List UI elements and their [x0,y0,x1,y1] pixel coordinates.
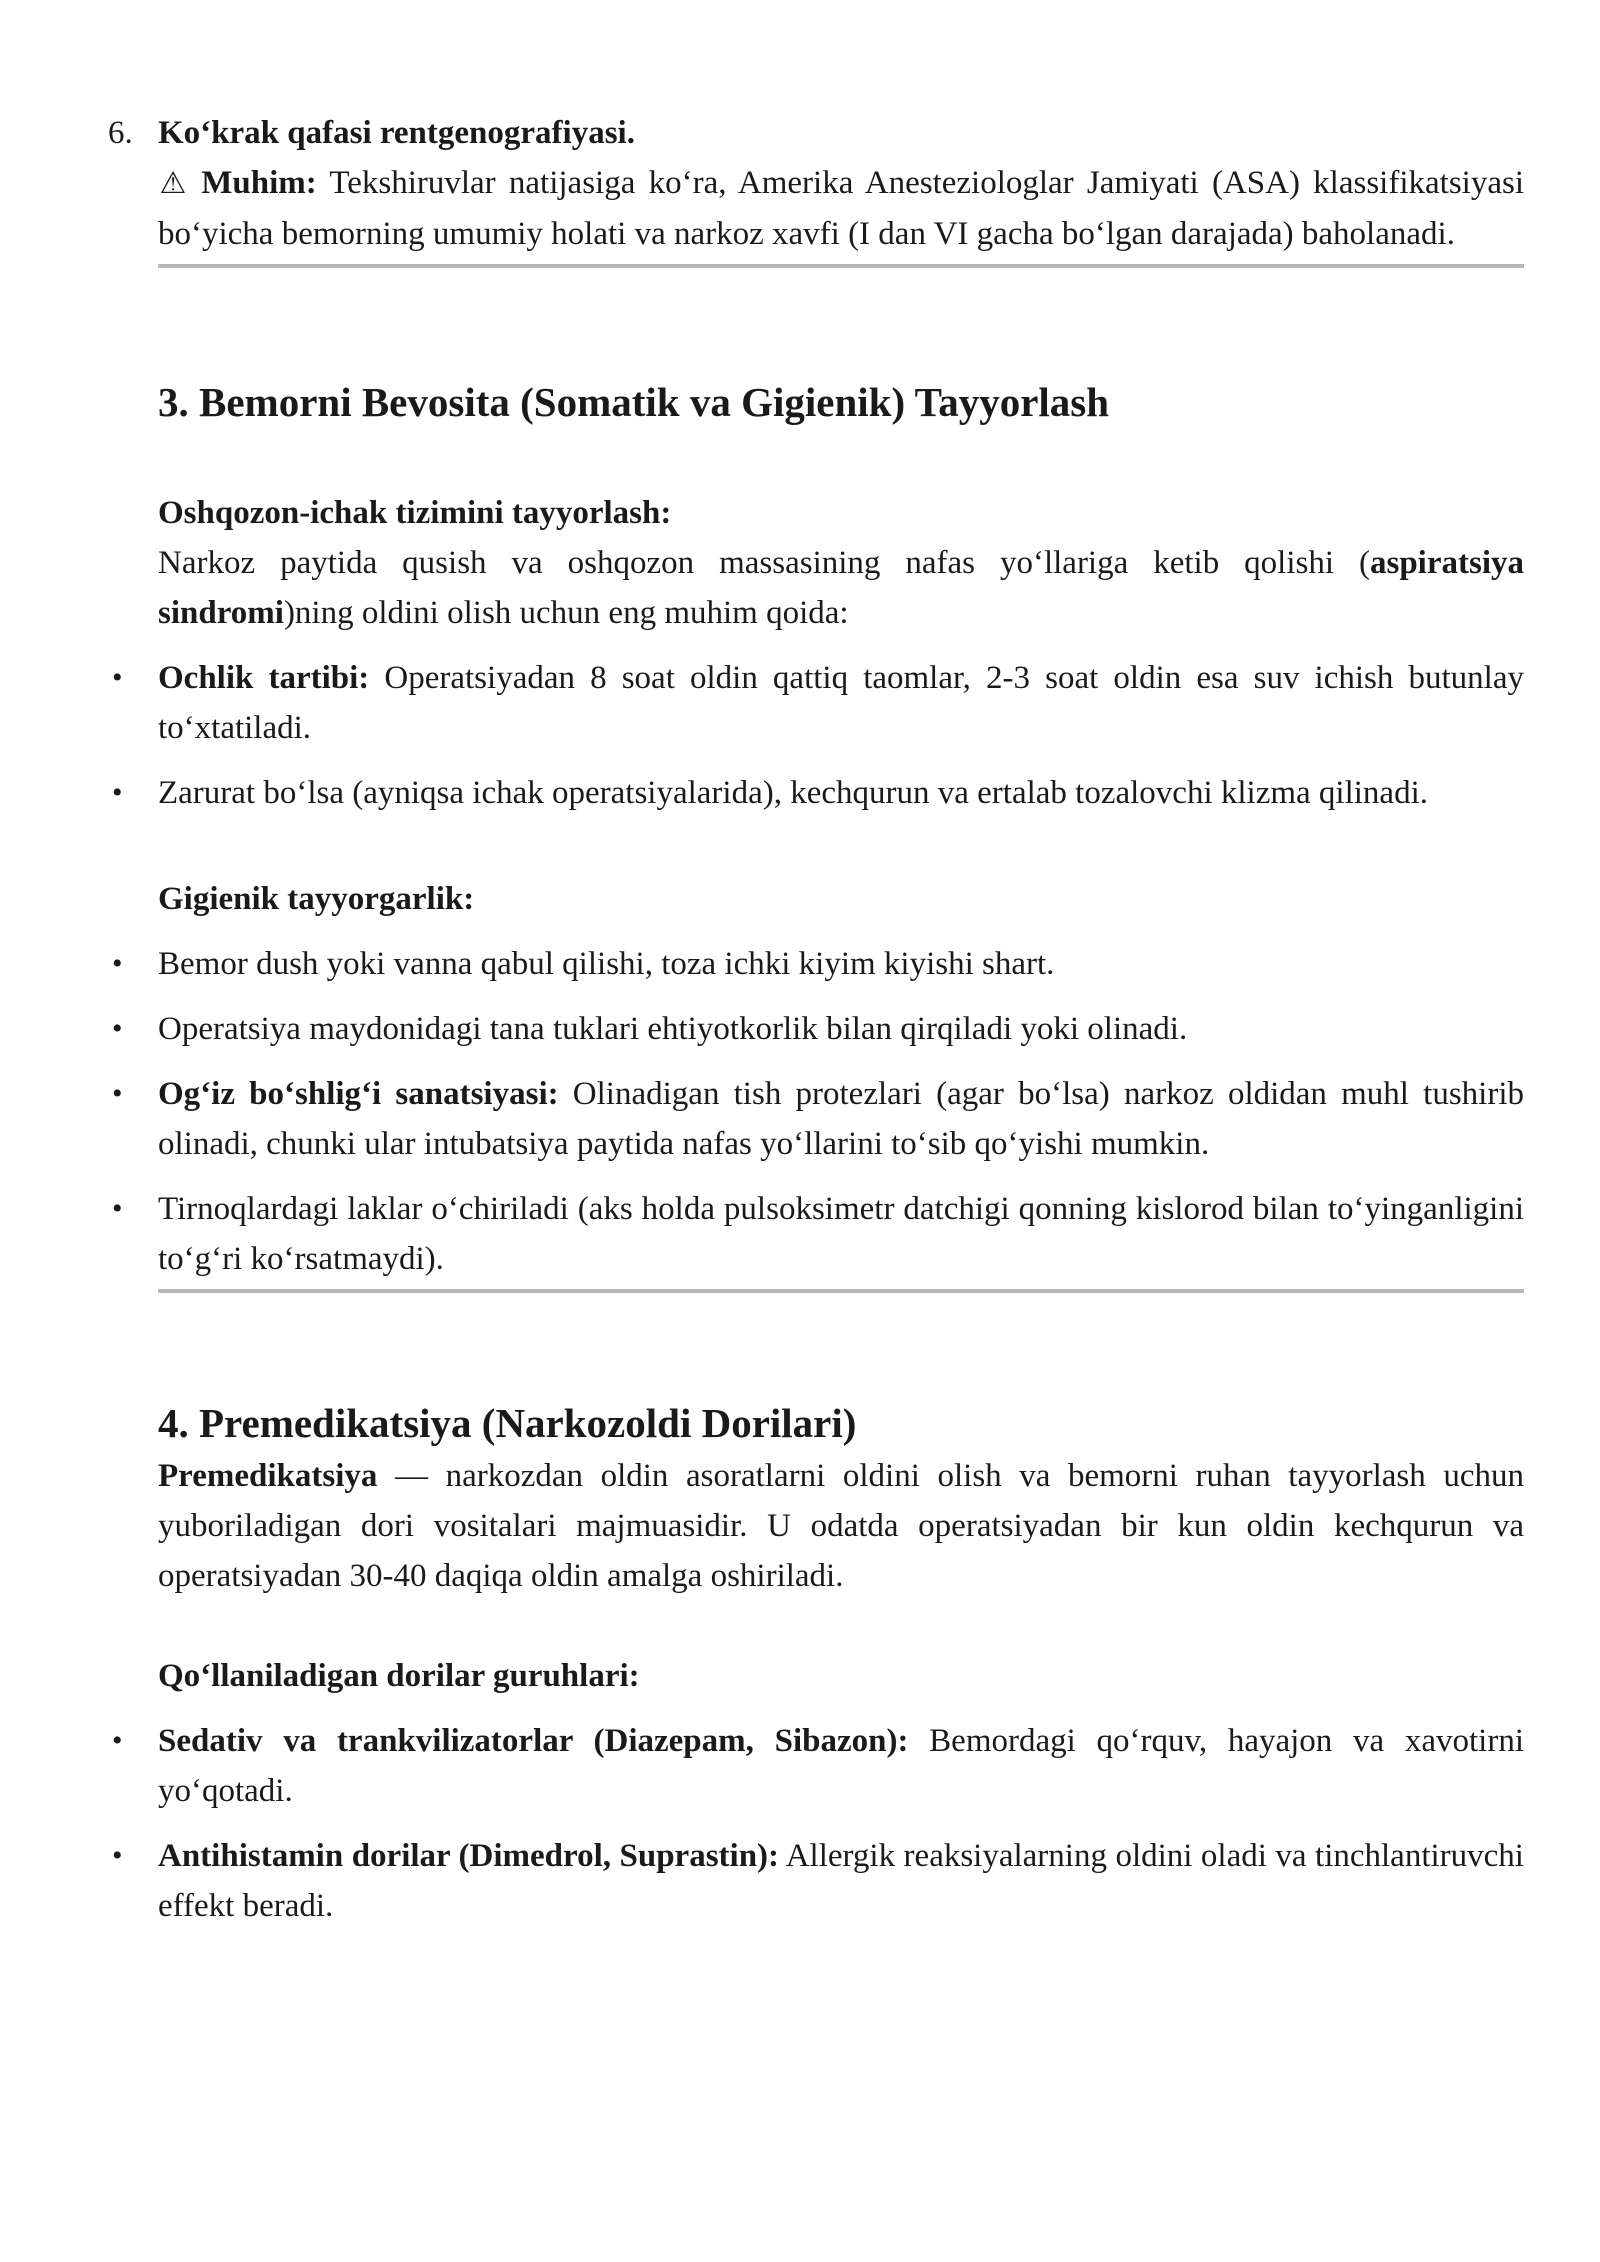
list-item-text: Bemor dush yoki vanna qabul qilishi, toza ichki kiyim kiyishi shart. [158,946,1055,982]
list-item-text: Tirnoqlardagi laklar o‘chiriladi (aks holda pulsoksimetr datchigi qonning kislorod bilan to‘yinganligini to‘g‘ri ko‘rsatmaydi). [158,1191,1524,1277]
warning-label: Muhim: [201,165,317,201]
list-item [112,1004,1524,1054]
list-item-text: Operatsiya maydonidagi tana tuklari ehtiyotkorlik bilan qirqiladi yoki olinadi. [158,1011,1188,1047]
list-item [112,939,1524,989]
hygiene-subheading: Gigienik tayyorgarlik: [158,881,475,917]
premed-intro-bold: Premedikatsiya [158,1458,378,1494]
bullet-dot: • [112,1192,123,1225]
drug-groups-subheading: Qo‘llaniladigan dorilar guruhlari: [158,1658,640,1694]
numbered-item-6 [108,108,1524,259]
bullet-dot: • [112,1724,123,1757]
gi-subheading: Oshqozon-ichak tizimini tayyorlash: [158,495,672,531]
gi-intro [158,538,1524,638]
bullet-dot: • [112,661,123,694]
list-item [112,1184,1524,1284]
gi-intro-before: Narkoz paytida qusish va oshqozon massasining nafas yo‘llariga ketib qolishi ( [158,545,1370,581]
list-item [112,1831,1524,1931]
bullet-dot: • [112,1839,123,1872]
bullet-dot: • [112,1012,123,1045]
list-item [112,1716,1524,1816]
list-item-bold: Og‘iz bo‘shlig‘i sanatsiyasi: [158,1076,559,1112]
list-item-text: Allergik reaksiyalarning oldini oladi va tinchlantiruvchi effekt beradi. [158,1838,1524,1924]
bullet-dot: • [112,1077,123,1110]
bullet-dot: • [112,947,123,980]
gi-intro-after: )ning oldini olish uchun eng muhim qoida: [283,595,849,631]
list-item-text: Olinadigan tish protezlari (agar bo‘lsa) narkoz oldidan muhl tushirib olinadi, chunki ular intubatsiya paytida nafas yo‘llarini to‘sib qo‘yishi mumkin. [158,1076,1524,1162]
item-title-text: Ko‘krak qafasi rentgenografiyasi. [158,115,635,151]
bullet-dot: • [112,776,123,809]
warning-paragraph [158,158,1524,259]
premed-intro [158,1451,1524,1601]
item-title [158,108,1524,158]
list-item-text: Bemordagi qo‘rquv, hayajon va xavotirni yo‘qotadi. [158,1723,1524,1809]
hygiene-bullet-list [112,939,1524,1284]
gi-bullet-list [112,653,1524,818]
list-item [112,1069,1524,1169]
item-number: 6. [108,115,133,151]
section-3-heading: 3. Bemorni Bevosita (Somatik va Gigienik) Tayyorlash [158,379,1110,425]
section-divider [158,264,1524,268]
list-item [112,653,1524,753]
list-item [112,768,1524,818]
page-content [108,108,1524,1931]
warning-text: Tekshiruvlar natijasiga ko‘ra, Amerika Anesteziologlar Jamiyati (ASA) klassifikatsiyasi bo‘yicha bemorning umumiy holati va narkoz xavfi (I dan VI gacha bo‘lgan darajada) baholanadi. [158,165,1524,252]
section-divider [158,1289,1524,1293]
drug-groups-bullet-list [112,1716,1524,1931]
list-item-bold: Antihistamin dorilar (Dimedrol, Suprastin): [158,1838,780,1874]
list-item-text: Zarurat bo‘lsa (ayniqsa ichak operatsiyalarida), kechqurun va ertalab tozalovchi klizma qilinadi. [158,775,1428,811]
gi-intro-bold: aspiratsiya sindromi [158,545,1524,631]
warning-icon: ⚠ [159,166,187,201]
list-item-text: Operatsiyadan 8 soat oldin qattiq taomlar, 2-3 soat oldin esa suv ichish butunlay to‘xtatiladi. [158,660,1524,746]
premed-intro-text: — narkozdan oldin asoratlarni oldini olish va bemorni ruhan tayyorlash uchun yuboriladigan dori vositalari majmuasidir. U odatda operatsiyadan bir kun oldin kechqurun va operatsiyadan 30-40 daqiqa oldin amalga oshiriladi. [158,1458,1524,1594]
list-item-bold: Sedativ va trankvilizatorlar (Diazepam, Sibazon): [158,1723,909,1759]
list-item-bold: Ochlik tartibi: [158,660,370,696]
section-4-heading: 4. Premedikatsiya (Narkozoldi Dorilari) [158,1400,857,1446]
